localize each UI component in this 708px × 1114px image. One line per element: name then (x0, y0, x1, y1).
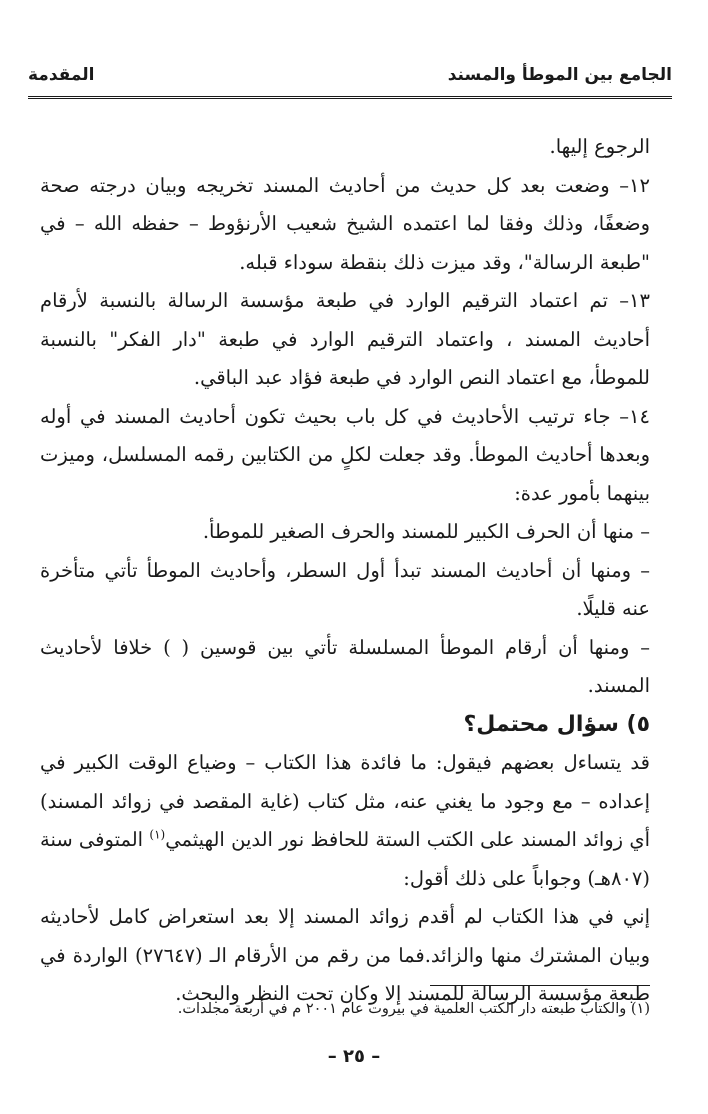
page-body (40, 128, 650, 1014)
paragraph-question (40, 744, 650, 898)
running-header (28, 60, 672, 90)
header-chapter: المقدمة (28, 65, 95, 85)
section-heading: ٥) سؤال محتمل؟ (463, 711, 650, 737)
footnote: (١) والكتاب طبعته دار الكتب العلمية في بيروت عام ٢٠٠١ م في أربعة مجلدات. (177, 1001, 650, 1017)
paragraph-1: الرجوع إليها. (549, 135, 650, 158)
paragraph-question-text: قد يتساءل بعضهم فيقول: ما فائدة هذا الكتاب – وضياع الوقت الكبير في إعداده – مع وجود ما يغني عنه، مثل كتاب (غاية المقصد في زوائد المسند) أي زوائد المسند على الكتب الستة للحافظ نور الدين الهيثمي (40, 751, 651, 851)
list-item-line-start: – ومنها أن أحاديث المسند تبدأ أول السطر، وأحاديث الموطأ تأتي متأخرة عنه قليلًا. (40, 558, 650, 620)
paragraph-14: ١٤– جاء ترتيب الأحاديث في كل باب بحيث تكون أحاديث المسند في أوله وبعدها أحاديث الموطأ. وقد جعلت لكلٍ من الكتابين رقمه المسلسل، وميزت بينهما بأمور عدة: (40, 404, 650, 505)
paragraph-13: ١٣– تم اعتماد الترقيم الوارد في طبعة مؤسسة الرسالة بالنسبة لأرقام أحاديث المسند ، واعتماد الترقيم الوارد في طبعة "دار الفكر" بالنسبة للموطأ، مع اعتماد النص الوارد في طبعة فؤاد عبد الباقي. (40, 289, 650, 389)
header-divider (28, 96, 672, 99)
footnote-divider (430, 985, 650, 986)
header-book-title: الجامع بين الموطأ والمسند (447, 65, 672, 85)
paragraph-question-text-end: المتوفى سنة (٨٠٧هـ) وجواباً على ذلك أقول: (40, 828, 650, 890)
list-item-brackets: – ومنها أن أرقام الموطأ المسلسلة تأتي بين قوسين ( ) خلافا لأحاديث المسند. (40, 635, 650, 697)
paragraph-answer: إني في هذا الكتاب لم أقدم زوائد المسند إلا بعد استعراض كامل لأحاديثه وبيان المشترك منها والزائد.فما من رقم من الأرقام الـ (٢٧٦٤٧) الواردة في طبعة مؤسسة الرسالة للمسند إلا وكان تحت النظر والبحث. (40, 905, 650, 1005)
paragraph-12: ١٢– وضعت بعد كل حديث من أحاديث المسند تخريجه وبيان درجته صحة وضعفًا، وذلك وفقا لما اعتمده الشيخ شعيب الأرنؤوط – حفظه الله – في "طبعة الرسالة"، وقد ميزت ذلك بنقطة سوداء قبله. (40, 173, 650, 274)
footnote-reference[interactable]: (١) (149, 827, 166, 842)
page-number: – ٢٥ – (327, 1046, 381, 1067)
list-item-letter-size: – منها أن الحرف الكبير للمسند والحرف الصغير للموطأ. (202, 520, 650, 543)
